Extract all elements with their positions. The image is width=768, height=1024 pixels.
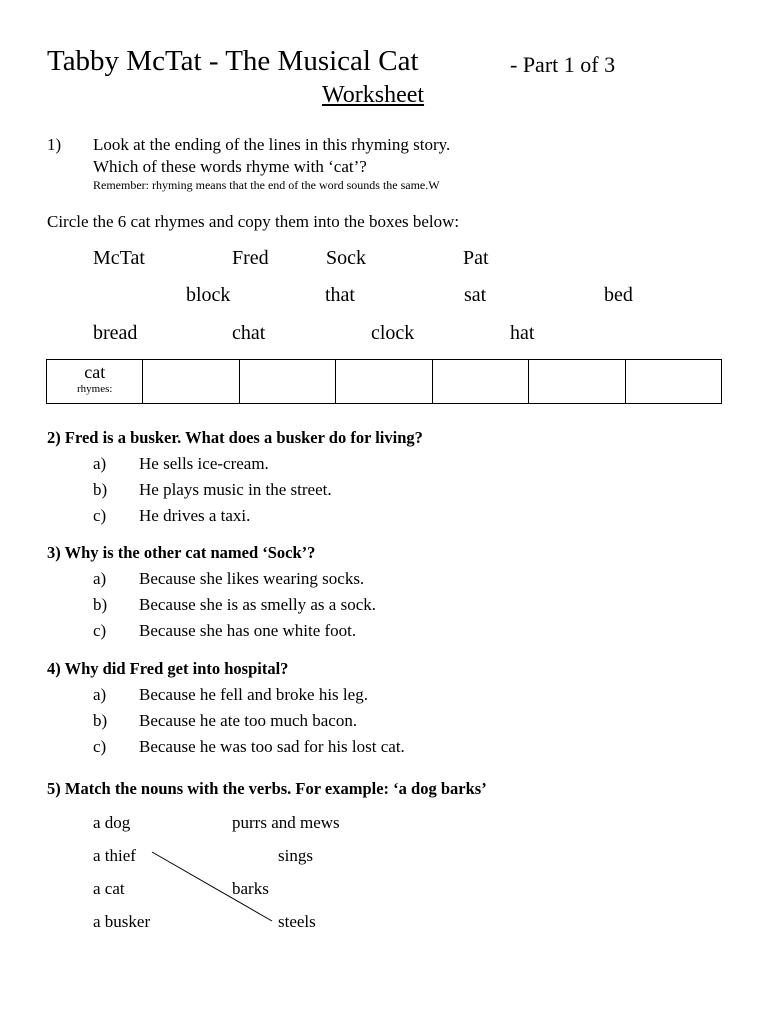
cat-label: cat <box>84 362 106 382</box>
page-title: Tabby McTat - The Musical Cat <box>47 45 419 77</box>
option-letter[interactable]: b) <box>93 711 108 730</box>
noun-item[interactable]: a dog <box>93 813 131 832</box>
option-text[interactable]: Because she has one white foot. <box>139 621 357 640</box>
option-text[interactable]: Because she is as smelly as a sock. <box>139 595 376 614</box>
option-text[interactable]: He sells ice-cream. <box>139 454 269 473</box>
option-text[interactable]: He drives a taxi. <box>139 506 251 525</box>
rhyme-word[interactable]: clock <box>371 322 415 344</box>
rhyme-word[interactable]: Sock <box>326 247 366 269</box>
option-text[interactable]: Because he ate too much bacon. <box>139 711 358 730</box>
rhyme-word[interactable]: bread <box>93 322 138 344</box>
verb-item[interactable]: purrs and mews <box>232 813 340 832</box>
verb-item[interactable]: sings <box>278 846 313 865</box>
question-1-line-1: Look at the ending of the lines in this rhyming story. <box>93 135 451 154</box>
option-letter[interactable]: b) <box>93 595 108 614</box>
option-text[interactable]: Because he fell and broke his leg. <box>139 685 368 704</box>
question-2-heading: 2) Fred is a busker. What does a busker do for living? <box>47 428 423 447</box>
rhyme-word[interactable]: Fred <box>232 247 269 269</box>
option-letter[interactable]: c) <box>93 506 107 525</box>
worksheet-subtitle: Worksheet <box>322 82 425 108</box>
rhyme-word[interactable]: Pat <box>463 247 489 269</box>
option-letter[interactable]: c) <box>93 737 107 756</box>
question-1-line-2: Which of these words rhyme with ‘cat’? <box>93 157 367 176</box>
noun-item[interactable]: a busker <box>93 912 151 931</box>
rhyme-word[interactable]: McTat <box>93 247 145 269</box>
question-3-heading: 3) Why is the other cat named ‘Sock’? <box>47 543 316 562</box>
noun-item[interactable]: a thief <box>93 846 136 865</box>
option-text[interactable]: Because he was too sad for his lost cat. <box>139 737 405 756</box>
option-text[interactable]: Because she likes wearing socks. <box>139 569 365 588</box>
question-1-note: Remember: rhyming means that the end of the word sounds the same.W <box>93 178 440 192</box>
question-4-heading: 4) Why did Fred get into hospital? <box>47 659 289 678</box>
rhyme-word[interactable]: bed <box>604 284 633 306</box>
rhyme-word[interactable]: chat <box>232 322 266 344</box>
option-letter[interactable]: c) <box>93 621 107 640</box>
rhyme-word[interactable]: block <box>186 284 231 306</box>
option-letter[interactable]: b) <box>93 480 108 499</box>
question-5-heading: 5) Match the nouns with the verbs. For example: ‘a dog barks’ <box>47 779 487 798</box>
verb-item[interactable]: steels <box>278 912 316 931</box>
noun-item[interactable]: a cat <box>93 879 125 898</box>
option-letter[interactable]: a) <box>93 569 107 588</box>
rhyme-word[interactable]: sat <box>464 284 487 306</box>
rhymes-label: rhymes: <box>76 383 113 395</box>
rhyme-word[interactable]: hat <box>510 322 535 344</box>
circle-instruction: Circle the 6 cat rhymes and copy them into the boxes below: <box>47 212 460 231</box>
part-label: - Part 1 of 3 <box>510 52 616 77</box>
verb-item[interactable]: barks <box>232 879 269 898</box>
question-1-number: 1) <box>47 135 62 154</box>
option-letter[interactable]: a) <box>93 454 107 473</box>
rhyme-word[interactable]: that <box>325 284 355 306</box>
option-letter[interactable]: a) <box>93 685 107 704</box>
option-text[interactable]: He plays music in the street. <box>139 480 332 499</box>
